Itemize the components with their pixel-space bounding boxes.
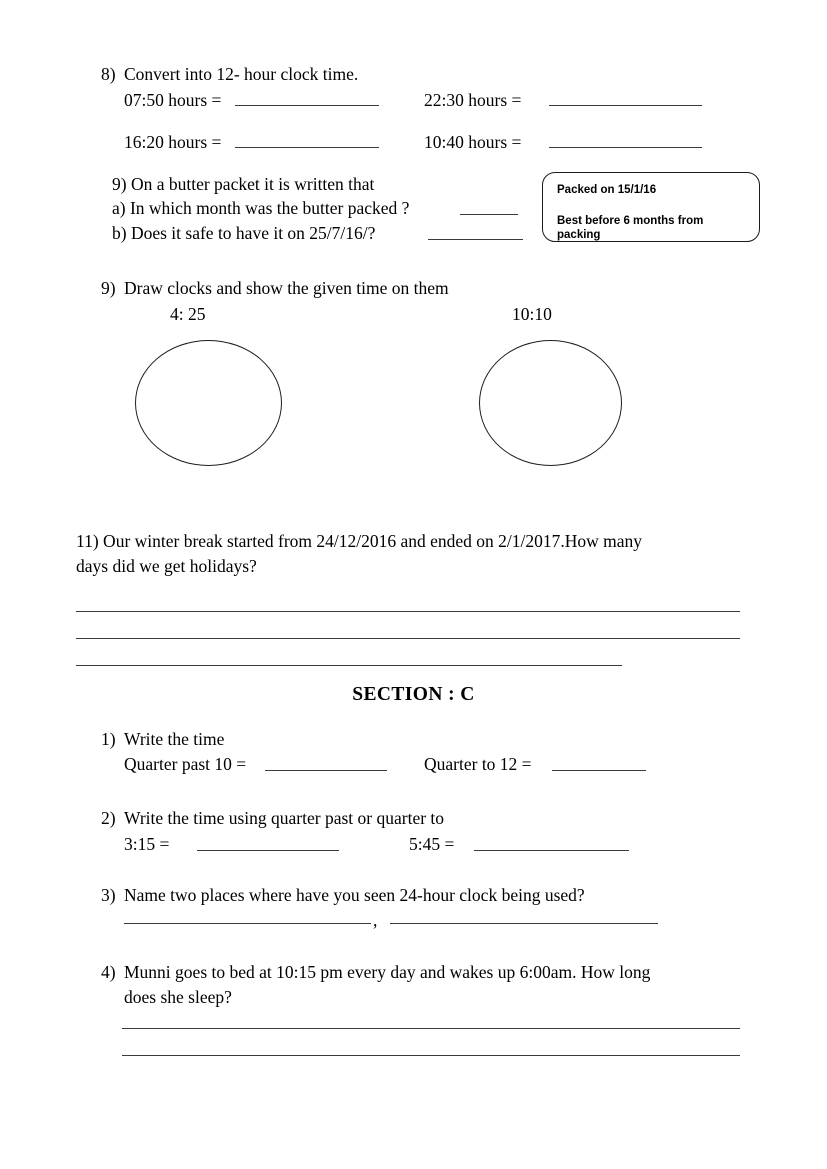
question-9a-sub-b: b) Does it safe to have it on 25/7/16/? xyxy=(112,223,376,243)
section-c-question-1-number: 1) xyxy=(101,729,116,749)
question-9a-sub-b-answer-line[interactable] xyxy=(428,239,523,240)
section-c-question-1-part-2-answer-line[interactable] xyxy=(552,770,646,771)
question-8-item-4-label: 10:40 hours = xyxy=(424,132,522,152)
section-c-question-4-answer-line-2[interactable] xyxy=(122,1055,740,1056)
clock-face-left[interactable] xyxy=(135,340,282,466)
question-9a-prompt xyxy=(112,172,374,197)
question-9a-sub-a: a) In which month was the butter packed ? xyxy=(112,198,410,218)
question-8-item-1-answer-line[interactable] xyxy=(235,105,379,106)
section-c-question-4-line-1 xyxy=(101,960,650,985)
butter-packet-callout xyxy=(542,172,760,242)
section-c-question-4-number: 4) xyxy=(101,962,116,982)
question-8-text: Convert into 12- hour clock time. xyxy=(124,64,359,84)
question-11-line-2: days did we get holidays? xyxy=(76,556,257,576)
question-11-answer-line-2[interactable] xyxy=(76,638,740,639)
packet-packed-date: Packed on 15/1/16 xyxy=(557,184,657,196)
question-9a-sub-a-answer-line[interactable] xyxy=(460,214,518,215)
question-9b-text: Draw clocks and show the given time on them xyxy=(124,278,449,298)
question-9a-text: On a butter packet it is written that xyxy=(130,174,375,194)
section-c-question-2-text: Write the time using quarter past or quarter to xyxy=(124,808,445,828)
clock-left-time-label: 4: 25 xyxy=(170,304,206,324)
question-11-line-1: 11) Our winter break started from 24/12/2016 and ended on 2/1/2017.How many xyxy=(76,531,643,551)
section-c-question-1-prompt xyxy=(101,727,224,752)
question-8-item-4-answer-line[interactable] xyxy=(549,147,702,148)
section-c-question-2-part-2-answer-line[interactable] xyxy=(474,850,629,851)
section-c-question-2-prompt xyxy=(101,806,444,831)
section-c-question-3-prompt xyxy=(101,883,585,908)
question-8-item-2-answer-line[interactable] xyxy=(549,105,702,106)
question-11-answer-line-3[interactable] xyxy=(76,665,622,666)
section-c-question-2-number: 2) xyxy=(101,808,116,828)
question-11-answer-line-1[interactable] xyxy=(76,611,740,612)
question-8-item-3-answer-line[interactable] xyxy=(235,147,379,148)
section-c-question-4-text: Munni goes to bed at 10:15 pm every day and wakes up 6:00am. How long xyxy=(124,962,651,982)
section-c-question-2-part-1-answer-line[interactable] xyxy=(197,850,339,851)
section-c-question-1-part-2-label: Quarter to 12 = xyxy=(424,754,532,774)
section-c-question-1-part-1-answer-line[interactable] xyxy=(265,770,387,771)
section-c-question-2-part-2-label: 5:45 = xyxy=(409,834,455,854)
question-9b-number: 9) xyxy=(101,278,116,298)
section-c-question-2-part-1-label: 3:15 = xyxy=(124,834,170,854)
section-c-question-3-number: 3) xyxy=(101,885,116,905)
question-8-item-2-label: 22:30 hours = xyxy=(424,90,522,110)
question-8-item-3-label: 16:20 hours = xyxy=(124,132,222,152)
section-c-question-4-line-2: does she sleep? xyxy=(124,987,232,1007)
section-c-question-3-answer-line-2[interactable] xyxy=(390,923,658,924)
question-9b-prompt xyxy=(101,276,449,301)
section-c-question-1-part-1-label: Quarter past 10 = xyxy=(124,754,247,774)
section-c-heading: SECTION : C xyxy=(352,684,475,705)
packet-best-before: Best before 6 months from packing xyxy=(557,215,704,241)
question-8-prompt xyxy=(101,62,358,87)
section-c-question-4-answer-line-1[interactable] xyxy=(122,1028,740,1029)
clock-right-time-label: 10:10 xyxy=(512,304,552,324)
section-c-question-3-answer-line-1[interactable] xyxy=(124,923,371,924)
clock-face-right[interactable] xyxy=(479,340,622,466)
section-c-question-3-separator: , xyxy=(373,910,378,930)
section-c-question-3-text: Name two places where have you seen 24-hour clock being used? xyxy=(124,885,585,905)
question-8-item-1-label: 07:50 hours = xyxy=(124,90,222,110)
question-9a-number: 9) xyxy=(112,174,127,194)
question-8-number: 8) xyxy=(101,64,116,84)
section-c-question-1-text: Write the time xyxy=(124,729,225,749)
